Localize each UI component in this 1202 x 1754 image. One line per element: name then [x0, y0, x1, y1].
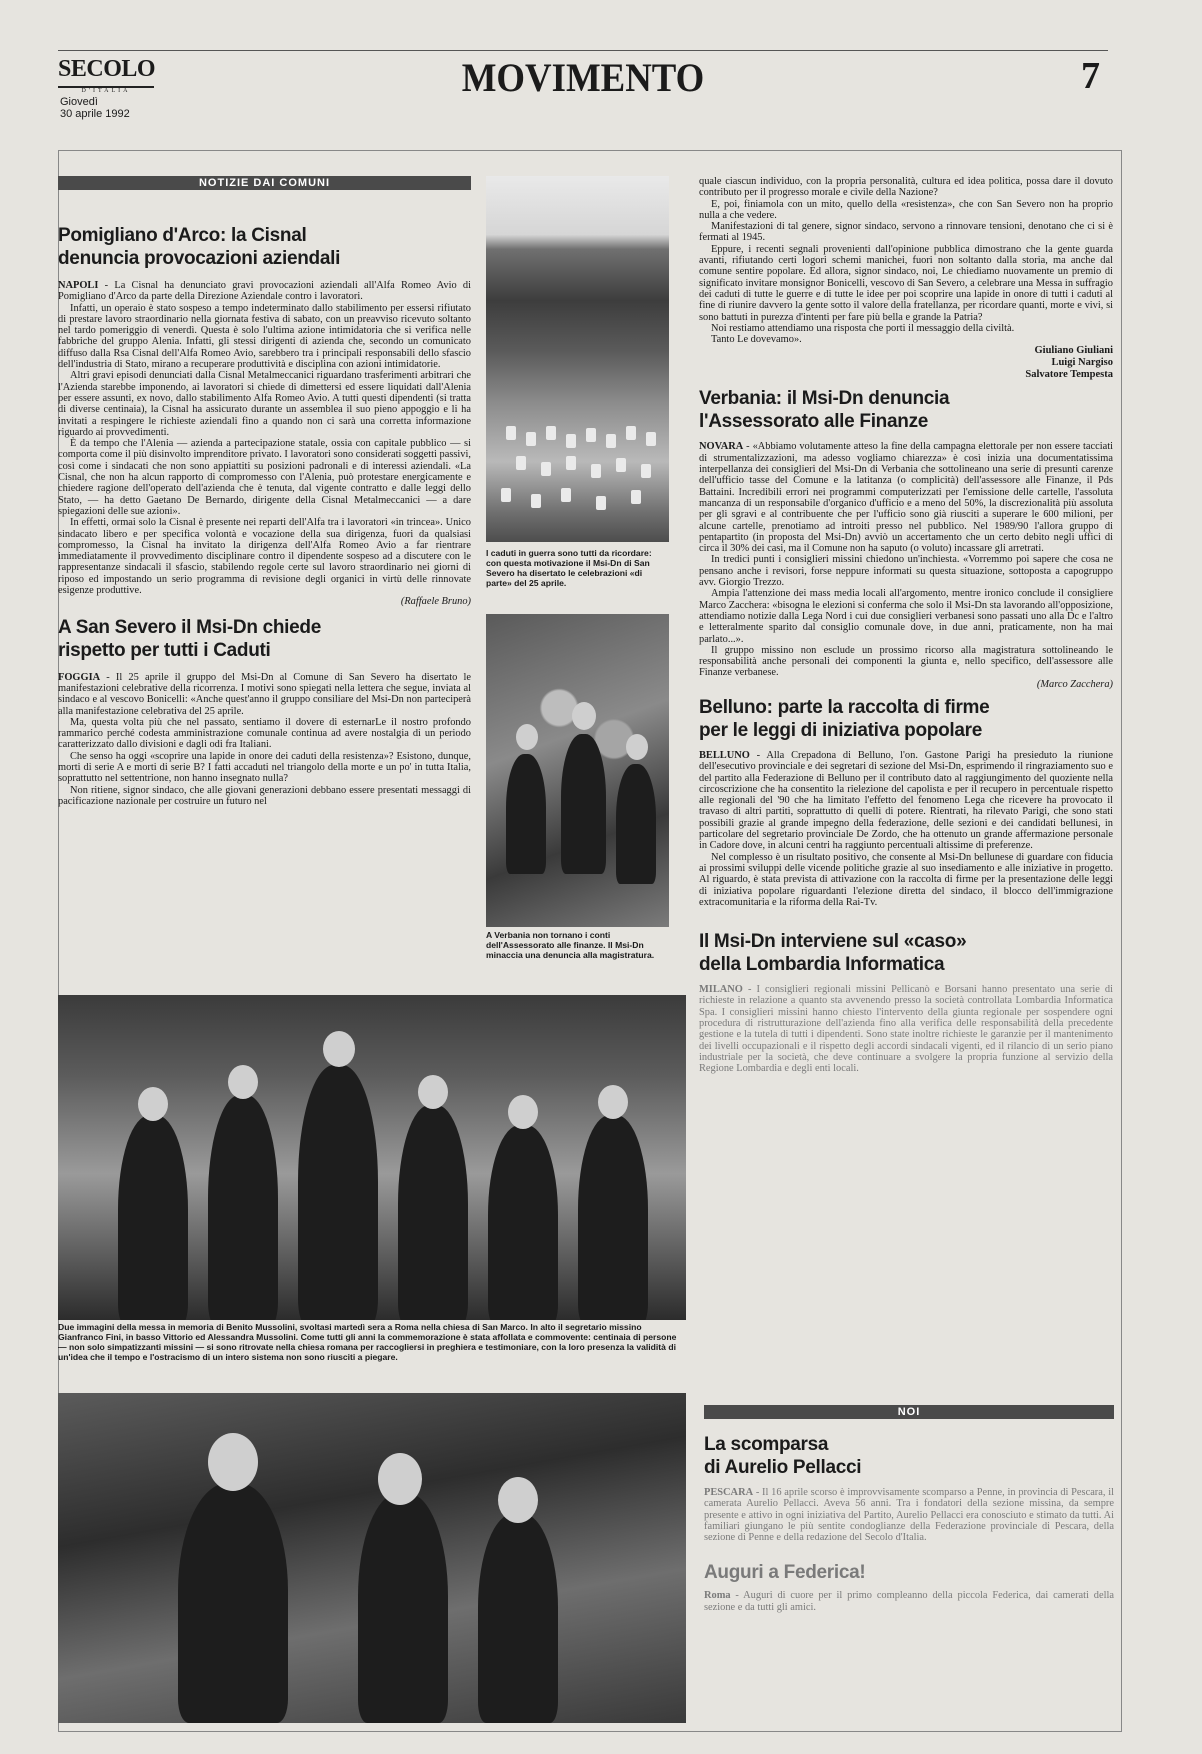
article-paragraph: Ampia l'attenzione dei mass media locali all'argomento, mentre ironico conclude il consigliere Marco Zacchera: «bisogna le elezioni si conferma che solo il Msi-Dn sta lavorando all'opposizione, attendiamo notizie dalla Lega Nord i cui due consiglieri verbanesi sono passati uno alla Dc e l'altro e letteralmente sparito dal consiglio comunale dove, in due anni, praticamente, non ha mai parlato...».	[699, 588, 1113, 645]
article-headline	[58, 616, 471, 662]
mass-photo-mussolini	[58, 1393, 686, 1723]
article-headline	[699, 696, 1113, 742]
dateline: NOVARA	[699, 441, 744, 453]
article-headline	[699, 930, 1113, 976]
photo-caption: I caduti in guerra sono tutti da ricordare: con questa motivazione il Msi-Dn di San Severo ha disertato le celebrazioni «di parte» del 25 aprile.	[486, 548, 652, 588]
section-bar-notizie: NOTIZIE DAI COMUNI	[58, 176, 471, 190]
headline-line: A San Severo il Msi-Dn chiede	[58, 616, 322, 638]
article-paragraph: quale ciascun individuo, con la propria personalità, cultura ed idea politica, possa dare il dovuto contributo per il progresso morale e civile della Nazione?	[699, 176, 1113, 199]
paragraph-text: - Alla Crepadona di Belluno, l'on. Gastone Parigi ha presieduto la riunione dell'esecutivo provinciale e dei segretari di sezione del Msi-Dn, esprimendo il ringraziamento suo e del partito alla Federazione di Belluno per il contributo dato al raggiungimento del quoziente nella circoscrizione che ha consentito la rielezione del capolista e per il recupero in percentuale rispetto alle regionali del '90 che ha limitato l'effetto del fenomeno Lega che ricevere ha provocato il travaso di altri partiti, soprattutto di quelli di potere. Rientrati, ha rilevato Parigi, che sono stati possibili grazie al grande impegno della federazione, delle sezioni e dei candidati bellunesi, in particolare del segretario provinciale De Zordo, che ha ottenuto un grande affermazione personale in Cadore dove, in alcuni centri ha raggiunto percentuali altissime di preferenze.	[699, 749, 1113, 852]
article-paragraph	[58, 280, 471, 303]
article-paragraph: Nel complesso è un risultato positivo, che consente al Msi-Dn bellunese di guardare con fiducia ai prossimi sviluppi delle vicende politiche grazie al suo insediamento e alle iniziative in progetto. Al riguardo, è stata prevista di attivazione con la raccolta di firme per la presentazione delle leggi di iniziativa popolare riguardanti l'elezione diretta del sindaco, il blocco dell'immigrazione extracomunitaria e la riforma della Rai-Tv.	[699, 851, 1113, 908]
article-paragraph: Tanto Le dovevamo».	[711, 334, 802, 346]
newspaper-logo-subline: D'ITALIA	[58, 86, 154, 95]
author-signature: (Raffaele Bruno)	[400, 596, 471, 608]
dateline: FOGGIA	[58, 671, 101, 683]
article-headline	[699, 387, 1113, 433]
article-paragraph	[699, 750, 1113, 852]
issue-date: 30 aprile 1992	[60, 108, 130, 120]
headline-line: Belluno: parte la raccolta di firme	[699, 696, 990, 718]
headline-line: Pomigliano d'Arco: la Cisnal	[58, 225, 307, 246]
article-paragraph: In effetti, ormai solo la Cisnal è presente nei reparti dell'Alfa tra i lavoratori «in trincea». Unico sindacato libero e per specifica volontà e vocazione della sua dirigenza, fuori da qualsiasi compromesso, la Cisnal ha invitato la dirigenza dell'Alfa Romeo Avio a far rientrare immediatamente il provvedimento disciplinare contro il dipendente sospeso ad a discutere con le rappresentanze sindacali il sfascio, stabilendo regole certe sul lavoro straordinario nei giorni di riposo ed impostando un serio programma di revisione degli organici in virtù delle rinnovate esigenze produttive.	[58, 517, 471, 597]
column-left	[58, 176, 471, 807]
newspaper-logo: SECOLO	[58, 56, 156, 82]
dateline: Roma	[704, 1590, 731, 1602]
article-paragraph	[58, 672, 471, 717]
article-paragraph: Eppure, i recenti segnali provenienti dall'opinione pubblica dimostrano che la gente guarda avanti, rifiutando certi logori schemi manichei, fuori non soltanto dalla storia, ma anche dal comune sentire popolare. Ed allora, signor sindaco, noi, Le chiediamo nuovamente un premio di significato invitare monsignor Bonicelli, vescovo di San Severo, a celebrare una Messa in suffragio dei caduti di tutte le guerre e di tutte le idee per poi scoprire una lapide in onore di tutti i caduti al fine di riunire davvero la gente sotto il valore della fratellanza, per ricordare quanti, morte e vivi, si sono battuti in purezza d'intenti per fare più bella e grande la Patria?	[699, 243, 1113, 323]
article-headline: Auguri a Federica!	[704, 1562, 866, 1584]
signatory: Luigi Nargiso	[1051, 357, 1113, 369]
article-headline	[704, 1433, 1114, 1479]
dateline: MILANO	[699, 984, 743, 996]
article-paragraph: È da tempo che l'Alenia — azienda a partecipazione statale, ossia con capitale pubblico — si comporta come il più disinvolto imprenditore privato. I lavoratori sono considerati soggetti passivi, così come i sindacati che non sono appiattiti su posizioni padronali e di interessi aziendali. «La Cisnal, che non ha alcun rapporto di compromesso con l'Alenia, può protestare energicamente e chiedere ragione dell'operato dell'azienda che è tenuta, dal vigente contratto e dalle leggi dello Stato, — ha detto Gaetano De Bernardo, dirigente della Cisnal Metalmeccanici — a dare spiegazioni delle sue azioni».	[58, 438, 471, 517]
headline-line: l'Assessorato alle Finanze	[699, 411, 929, 433]
article-paragraph	[704, 1487, 1114, 1543]
author-signature: (Marco Zacchera)	[1036, 678, 1113, 690]
dateline: BELLUNO	[699, 749, 750, 761]
article-paragraph	[699, 984, 1113, 1074]
article-paragraph: Che senso ha oggi «scoprire una lapide in onore dei caduti della resistenza»? Esistono, dunque, morti di serie A e morti di serie B? I fatti accaduti nel triangolo della morte e un po' in tutta Italia, soprattutto nel settentrione, non hanno insegnato nulla?	[58, 750, 471, 785]
paragraph-text: - Il 16 aprile scorso è improvvisamente scomparso a Penne, in provincia di Pescara, il camerata Aurelio Pellacci. Aveva 56 anni. Tra i fondatori della sezione missina, da sempre presente e attivo in ogni iniziativa del Partito, Aurelio Pellacci era conosciuto e stimato da tutti. Ai familiari giungano le più sentite condoglianze della Federazione provinciale di Pescara, della sezione di Penne e della redazione del Secolo d'Italia.	[704, 1487, 1114, 1544]
headline-line: denuncia provocazioni aziendali	[58, 248, 341, 269]
article-paragraph: Manifestazioni di tal genere, signor sindaco, servono a rinnovare tensioni, denotano che ci si è fermati al 1945.	[699, 221, 1113, 244]
article-paragraph: Non ritiene, signor sindaco, che alle giovani generazioni debbano essere presentati messaggi di pacificazione nazionale per costruire un futuro nel	[58, 784, 471, 807]
article-paragraph: Il gruppo missino non esclude un prossimo ricorso alla magistratura sottolineando le responsabilità anche personali dei componenti la giunta e, nello specifico, dell'assessore alle Finanze verbanese.	[699, 644, 1113, 679]
article-paragraph: In tredici punti i consiglieri missini chiedono un'inchiesta. «Vorremmo poi sapere che cosa ne pensano anche i revisori, forse neppure informati su questa situazione, sottoposta a capogruppo avv. Giorgio Trezzo.	[699, 554, 1113, 589]
article-paragraph: E, poi, finiamola con un mito, quello della «resistenza», che con San Severo non ha proprio nulla a che vedere.	[699, 198, 1113, 221]
paragraph-text: - Il 25 aprile il gruppo del Msi-Dn al Comune di San Severo ha disertato le manifestazioni celebrative della ricorrenza. I motivi sono spiegati nella lettera che segue, inviata al sindaco e al vescovo Bonicelli: «Anche quest'anno il gruppo consiliare del Msi-Dn non parteciperà alla manifestazione celebrativa del 25 aprile.	[58, 671, 471, 717]
section-bar-noi: NOI	[704, 1405, 1114, 1419]
verbania-crowd-photo	[486, 614, 669, 927]
mass-photo-fini	[58, 995, 686, 1320]
article-paragraph: Altri gravi episodi denunciati dalla Cisnal Metalmeccanici riguardano trasferimenti arbitrari che l'Azienda starebbe imponendo, ai lavoratori si chiede di dimettersi ed essere liquidati dall'Alenia per essere assunti, ex novo, dallo stabilimento Alfa Romeo Avio. A tutti questi dipendenti (si tratta di diverse centinaia), la Cisnal ha assicurato durante un assemblea il suo pieno appoggio e li ha invitati a respingere le richieste aziendali fino a quando non ci sarà una corretta informazione riguardo ai provvedimenti.	[58, 370, 471, 438]
headline-line: Il Msi-Dn interviene sul «caso»	[699, 931, 967, 953]
paragraph-text: - I consiglieri regionali missini Pellicanò e Borsani hanno presentato una serie di richieste in relazione a quanto sta avvenendo presso la società controllata Lombardia Informatica Spa. I consiglieri missini hanno chiesto l'intervento della giunta regionale per sospendere ogni procedura di ristrutturazione dell'azienda fino alla verifica delle responsabilità della precedente gestione e la tutela di tutti i dipendenti. Sono state inoltre richieste le garanzie per il mantenimento dei livelli occupazionali e il rispetto degli accordi sindacali vigenti, ed il rilancio di un serio piano industriale per la società, che deve continuare a svolgere la propria funzione al servizio della Regione Lombardia e degli enti locali.	[699, 984, 1113, 1075]
photo-caption: A Verbania non tornano i conti dell'Assessorato alle finanze. Il Msi-Dn minaccia una denuncia alla magistratura.	[486, 930, 655, 960]
article-paragraph: Noi restiamo attendiamo una risposta che porti il messaggio della civiltà.	[711, 322, 1015, 334]
dateline: PESCARA	[704, 1487, 754, 1498]
column-right	[699, 176, 1113, 1075]
paragraph-text: - La Cisnal ha denunciato gravi provocazioni aziendali all'Alfa Romeo Avio di Pomigliano d'Arco da parte della Direzione Aziendale contro i lavoratori.	[58, 280, 471, 303]
article-paragraph: Infatti, un operaio è stato sospeso a tempo indeterminato dallo stabilimento per essersi rifiutato di prestare lavoro straordinario nella giornata festiva di sabato, con un preavviso ricevuto soltanto nel tardo pomeriggio di venerdì. Questa è solo l'ultima azione intimidatoria che si verifica nelle fabbriche del gruppo Alenia. Infatti, gli stessi dirigenti di azienda che, secondo un comunicato diffuso dalla Rsa Cisnal dell'Alfa Romeo Avio, sarebbero tra i principali responsabili dello sfascio dell'industria di Stato, mirano a recuperare produttività e disciplina con azioni intimidatorie.	[58, 302, 471, 371]
noi-section	[704, 1405, 1114, 1613]
article-paragraph	[699, 441, 1113, 554]
headline-line: di Aurelio Pellacci	[704, 1457, 862, 1478]
headline-line: rispetto per tutti i Caduti	[58, 639, 271, 661]
photo-caption: Due immagini della messa in memoria di Benito Mussolini, svoltasi martedì sera a Roma nella chiesa di San Marco. In alto il segretario missino Gianfranco Fini, in basso Vittorio ed Alessandra Mussolini. Come tutti gli anni la commemorazione è stata affollata e commovente: centinaia di persone — non solo simpatizzanti missini — si sono ritrovate nella chiesa romana per raccogliersi in preghiera e testimoniare, con la loro presenza la validità di un'idea che il tempo e l'ostracismo di un intero sistema non sono riusciti a piegare.	[58, 1322, 677, 1362]
masthead	[58, 50, 1108, 130]
headline-line: La scomparsa	[704, 1434, 829, 1455]
headline-line: della Lombardia Informatica	[699, 954, 945, 976]
section-title: MOVIMENTO	[461, 55, 705, 100]
signatory: Giuliano Giuliani	[1034, 345, 1113, 357]
page-number: 7	[1081, 55, 1100, 97]
paragraph-text: - Auguri di cuore per il primo compleanno della piccola Federica, dai camerati della sezione e da tutti gli amici.	[704, 1590, 1114, 1613]
headline-line: per le leggi di iniziativa popolare	[699, 719, 983, 741]
signatory: Salvatore Tempesta	[1025, 369, 1113, 381]
paragraph-text: - «Abbiamo volutamente atteso la fine della campagna elettorale per non essere tacciati di strumentalizzazioni, ma adesso vogliamo chiarezza» è così inizia una documentatissima interpellanza dei consiglieri del Msi-Dn di Verbania che sottolineano una serie di presunti carenze dell'ufficio tasse del Comune e la latitanza (o complicità) dell'assessore alle Finanze, il Pds Battaini. Incredibili errori nei programmi computerizzati per l'emissione delle cartelle, l'assoluta mancanza di un responsabile d'organico d'ufficio e a meno del 50%, la discrezionalità più assoluta per gli sgravi e al contribuente che per l'ufficio sono già riusciti a superare le 600 milioni, per alcune cartelle, prenotiamo ad introiti presso nel pubblico. Nel 1989/90 l'allora gruppo di pentapartito (in proposta del Msi-Dn) avviò un accertamento che un certo debito negli uffici di circa il 30% dei casi, ma il Comune non ha saputo (o voluto) incassare gli arretrati.	[699, 441, 1113, 555]
article-headline	[58, 224, 471, 270]
issue-day: Giovedì	[60, 96, 98, 108]
cemetery-photo	[486, 176, 669, 542]
dateline: NAPOLI	[58, 280, 99, 291]
article-paragraph	[704, 1590, 1114, 1613]
headline-line: Verbania: il Msi-Dn denuncia	[699, 388, 950, 410]
article-paragraph: Ma, questa volta più che nel passato, sentiamo il dovere di esternarLe il nostro profondo rammarico perché codesta amministrazione comunale continua ad avere nostalgia di un periodo caratterizzato dallo divisioni e dagli odi fra Italiani.	[58, 716, 471, 751]
